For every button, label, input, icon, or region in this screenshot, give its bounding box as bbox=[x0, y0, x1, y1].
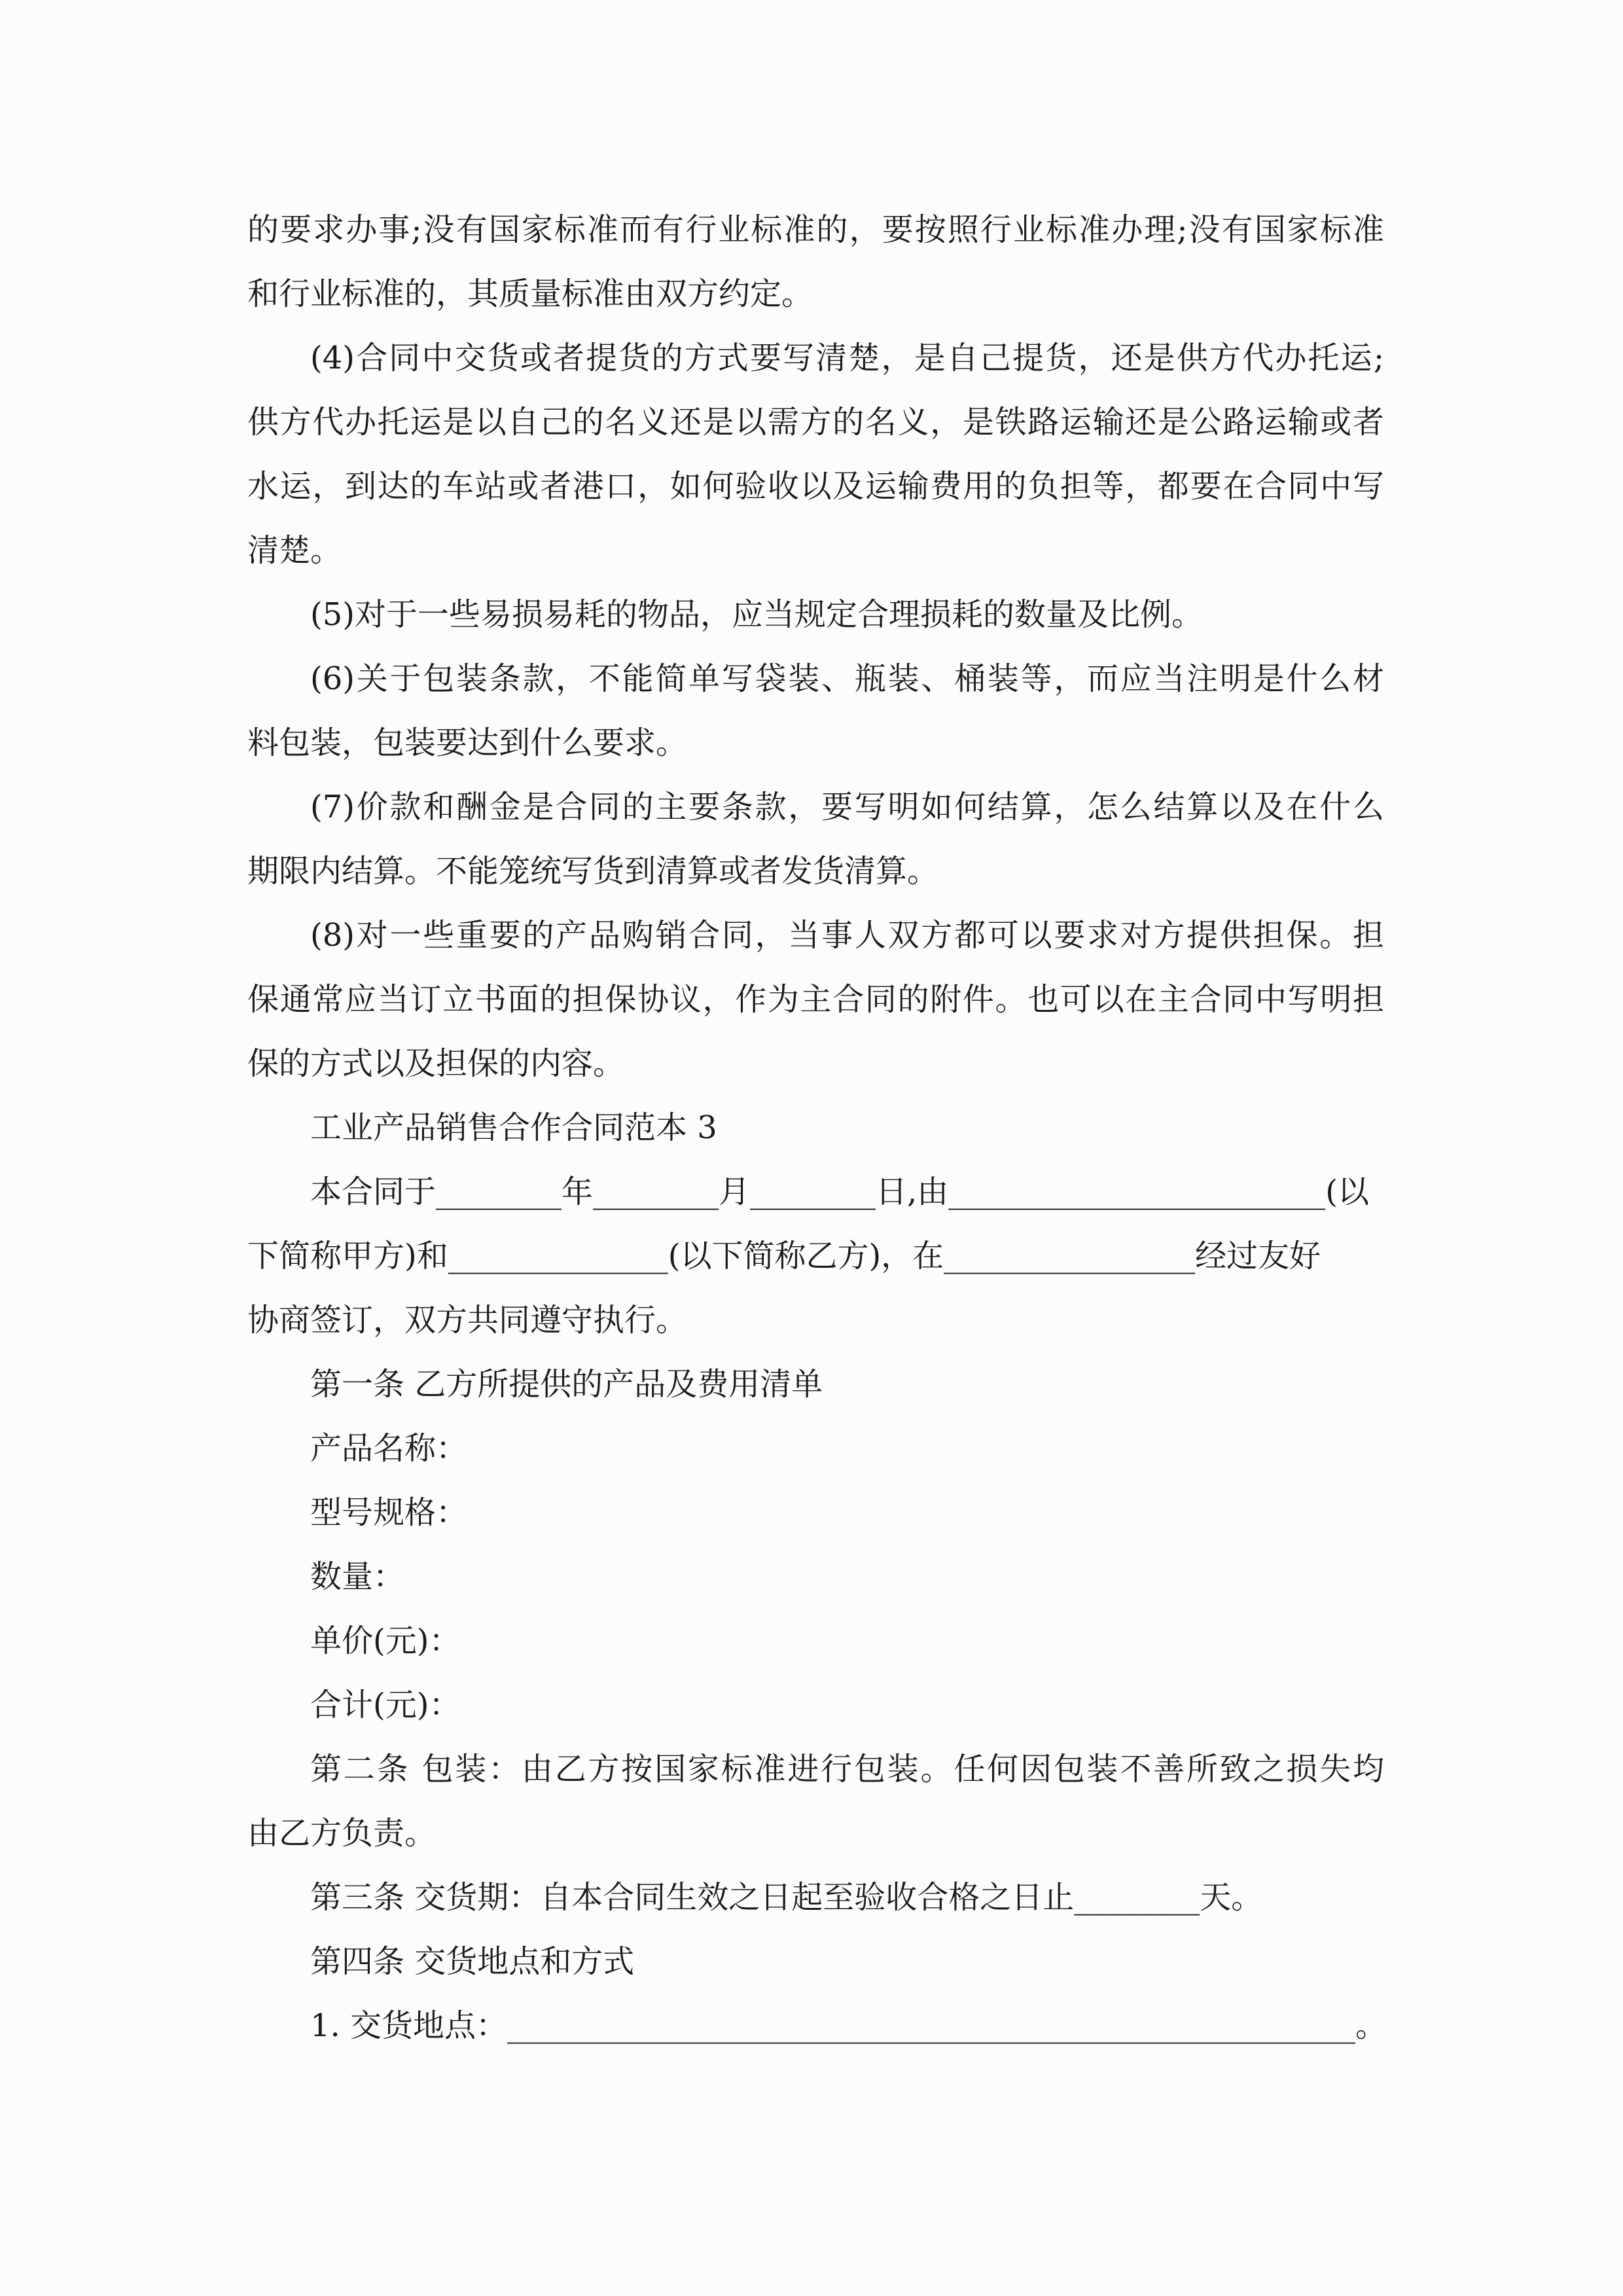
text-line-21: 型号规格： bbox=[310, 1494, 468, 1531]
text-line-26: 由乙方负责。 bbox=[247, 1815, 437, 1852]
text-line-3: (4)合同中交货或者提货的方式要写清楚，是自己提货，还是供方代办托运; bbox=[310, 340, 1384, 376]
text-line-19: 第一条 乙方所提供的产品及费用清单 bbox=[310, 1366, 823, 1403]
text-line-13: 保通常应当订立书面的担保协议，作为主合同的附件。也可以在主合同中写明担 bbox=[247, 981, 1384, 1018]
text-line-8: (6)关于包装条款，不能简单写袋装、瓶装、桶装等，而应当注明是什么材 bbox=[310, 660, 1384, 697]
text-line-10: (7)价款和酬金是合同的主要条款，要写明如何结算，怎么结算以及在什么 bbox=[310, 789, 1384, 825]
text-line-28: 第四条 交货地点和方式 bbox=[310, 1943, 635, 1980]
text-line-18: 协商签订，双方共同遵守执行。 bbox=[247, 1302, 688, 1338]
text-line-29: 1. 交货地点：______________________________________________________。 bbox=[310, 2007, 1387, 2044]
text-line-11: 期限内结算。不能笼统写货到清算或者发货清算。 bbox=[247, 853, 939, 889]
text-line-14: 保的方式以及担保的内容。 bbox=[247, 1045, 625, 1082]
text-line-7: (5)对于一些易损易耗的物品，应当规定合理损耗的数量及比例。 bbox=[310, 596, 1203, 633]
text-line-24: 合计(元)： bbox=[310, 1687, 461, 1723]
text-line-17: 下简称甲方)和______________(以下简称乙方)，在________________经过友好 bbox=[247, 1238, 1321, 1274]
text-line-16: 本合同于________年________月________日,由________________________(以 bbox=[310, 1174, 1369, 1210]
text-line-9: 料包装，包装要达到什么要求。 bbox=[247, 725, 688, 761]
text-line-23: 单价(元)： bbox=[310, 1623, 461, 1659]
text-line-25: 第二条 包装：由乙方按国家标准进行包装。任何因包装不善所致之损失均 bbox=[310, 1751, 1384, 1787]
document-body bbox=[247, 198, 1387, 2058]
text-line-2: 和行业标准的，其质量标准由双方约定。 bbox=[247, 276, 813, 312]
text-line-6: 清楚。 bbox=[247, 532, 342, 569]
text-line-22: 数量： bbox=[310, 1558, 405, 1595]
text-line-12: (8)对一些重要的产品购销合同，当事人双方都可以要求对方提供担保。担 bbox=[310, 917, 1384, 954]
text-line-5: 水运，到达的车站或者港口，如何验收以及运输费用的负担等，都要在合同中写 bbox=[247, 468, 1384, 505]
text-line-27: 第三条 交货期：自本合同生效之日起至验收合格之日止________天。 bbox=[310, 1879, 1263, 1916]
text-line-15: 工业产品销售合作合同范本 3 bbox=[310, 1109, 717, 1146]
text-line-1: 的要求办事;没有国家标准而有行业标准的，要按照行业标准办理;没有国家标准 bbox=[247, 211, 1384, 248]
text-line-4: 供方代办托运是以自己的名义还是以需方的名义，是铁路运输还是公路运输或者 bbox=[247, 404, 1384, 440]
text-line-20: 产品名称： bbox=[310, 1430, 468, 1467]
